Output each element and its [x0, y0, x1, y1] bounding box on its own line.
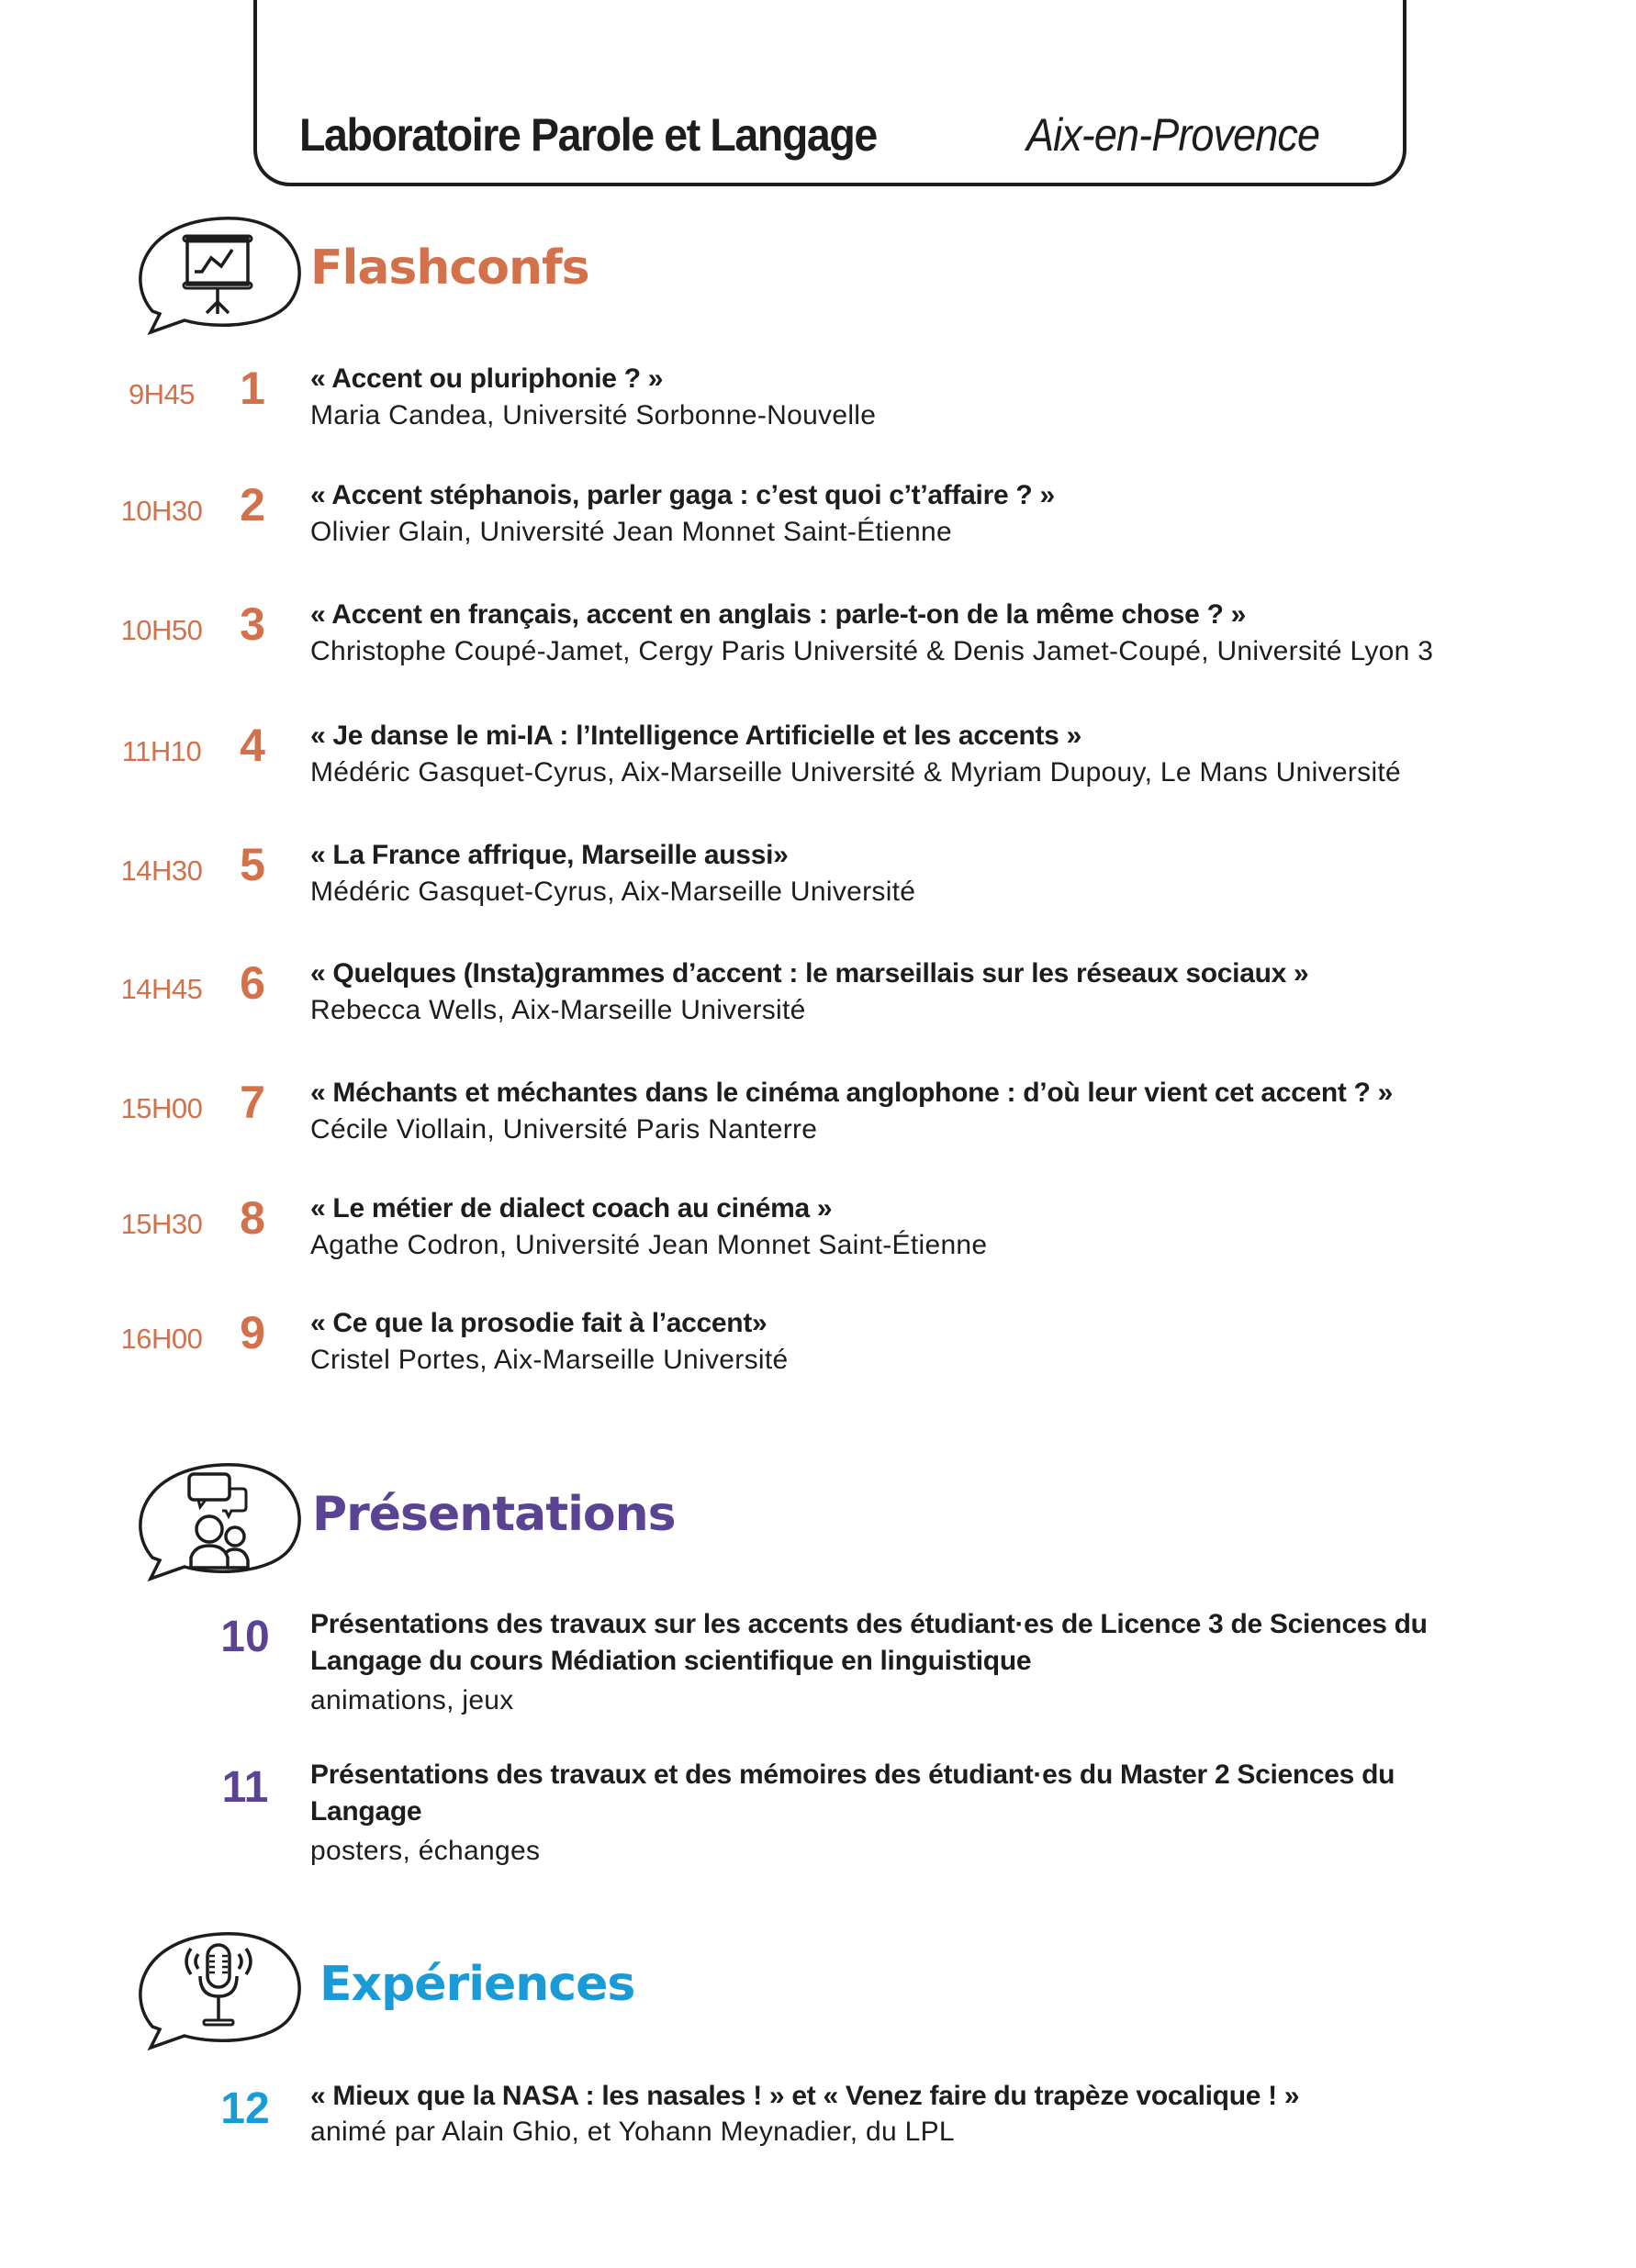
session-time: 10H30	[120, 495, 203, 527]
item-title: Présentations des travaux et des mémoires des étudiant·es du Master 2 Sciences du Langage	[310, 1760, 1395, 1827]
session-time: 9H45	[128, 378, 196, 410]
presentation-board-icon	[134, 215, 308, 343]
section-heading-flashconfs: Flashconfs	[310, 240, 589, 296]
item-number: 11	[221, 1763, 269, 1812]
session-title: « Accent ou pluriphonie ? »	[310, 363, 664, 394]
session-speaker: Médéric Gasquet-Cyrus, Aix-Marseille Université & Myriam Dupouy, Le Mans Université	[310, 757, 1402, 788]
session-title: « Accent stéphanois, parler gaga : c’est quoi c’t’affaire ? »	[310, 480, 1055, 510]
schedule-row	[0, 957, 1636, 1061]
schedule-row	[0, 598, 1636, 702]
session-number: 2	[240, 479, 265, 531]
session-number: 6	[240, 957, 265, 1009]
session-number: 7	[240, 1077, 265, 1128]
schedule-row	[0, 1307, 1636, 1411]
schedule-row	[0, 365, 1636, 466]
lab-location: Aix-en-Provence	[1026, 109, 1320, 161]
session-time: 15H30	[120, 1208, 203, 1240]
session-speaker: Christophe Coupé-Jamet, Cergy Paris Université & Denis Jamet-Coupé, Université Lyon 3	[310, 636, 1434, 666]
session-speaker: Agathe Codron, Université Jean Monnet Saint-Étienne	[310, 1230, 988, 1260]
item-title: Présentations des travaux sur les accents des étudiant·es de Licence 3 de Sciences du Langage du cours Médiation scientifique en linguistique	[310, 1609, 1428, 1676]
session-time: 16H00	[120, 1323, 203, 1355]
session-number: 3	[240, 598, 265, 650]
session-number: 8	[240, 1192, 265, 1244]
session-title: « Ce que la prosodie fait à l’accent»	[310, 1308, 768, 1338]
schedule-row	[0, 479, 1636, 583]
session-time: 11H10	[121, 735, 202, 767]
session-number: 4	[240, 720, 265, 771]
schedule-row	[0, 722, 1636, 823]
item-subtitle: posters, échanges	[310, 1836, 541, 1866]
microphone-icon	[134, 1930, 308, 2059]
people-talking-icon	[134, 1461, 308, 1590]
session-speaker: Cristel Portes, Aix-Marseille Université	[310, 1345, 789, 1375]
session-speaker: Cécile Viollain, Université Paris Nanterre	[310, 1114, 818, 1145]
session-number: 9	[240, 1307, 265, 1358]
session-number: 5	[240, 839, 265, 890]
session-speaker: Rebecca Wells, Aix-Marseille Université	[310, 995, 806, 1025]
item-number: 12	[220, 2084, 270, 2133]
session-title: « Méchants et méchantes dans le cinéma anglophone : d’où leur vient cet accent ? »	[310, 1078, 1394, 1108]
session-speaker: Maria Candea, Université Sorbonne-Nouvelle	[310, 400, 877, 430]
schedule-row	[0, 1192, 1636, 1296]
session-title: « Accent en français, accent en anglais : parle-t-on de la même chose ? »	[310, 599, 1247, 630]
item-subtitle: animations, jeux	[310, 1685, 514, 1715]
session-title: « Quelques (Insta)grammes d’accent : le marseillais sur les réseaux sociaux »	[310, 958, 1309, 989]
item-subtitle: animé par Alain Ghio, et Yohann Meynadier, du LPL	[310, 2117, 955, 2147]
session-speaker: Olivier Glain, Université Jean Monnet Saint-Étienne	[310, 517, 952, 547]
session-title: « Je danse le mi-IA : l’Intelligence Artificielle et les accents »	[310, 721, 1081, 751]
session-time: 10H50	[120, 614, 203, 646]
session-speaker: Médéric Gasquet-Cyrus, Aix-Marseille Université	[310, 877, 916, 907]
item-number: 10	[220, 1613, 270, 1661]
schedule-row	[0, 1079, 1636, 1180]
session-time: 15H00	[120, 1092, 203, 1124]
session-title: « La France affrique, Marseille aussi»	[310, 840, 789, 870]
session-time: 14H30	[120, 855, 203, 887]
section-heading-experiences: Expériences	[319, 1957, 635, 2012]
lab-title: Laboratoire Parole et Langage	[299, 109, 877, 161]
section-heading-presentations: Présentations	[312, 1487, 676, 1542]
session-number: 1	[240, 363, 265, 414]
session-title: « Le métier de dialect coach au cinéma »	[310, 1193, 833, 1223]
item-title: « Mieux que la NASA : les nasales ! » et « Venez faire du trapèze vocalique ! »	[310, 2081, 1300, 2111]
schedule-row	[0, 839, 1636, 943]
session-time: 14H45	[120, 973, 203, 1005]
